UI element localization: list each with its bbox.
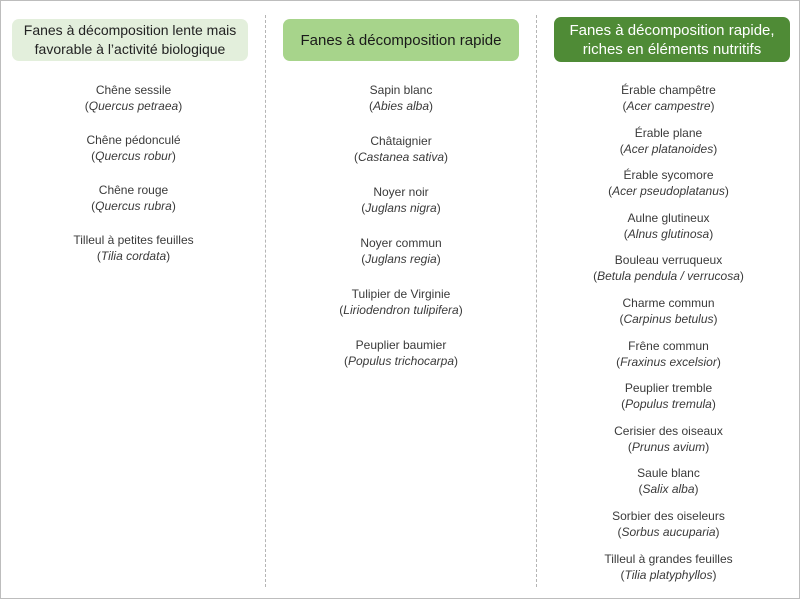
species-common-name: Aulne glutineux xyxy=(627,210,710,225)
species-latin-line: (Alnus glutinosa) xyxy=(623,226,714,241)
species-latin-name: Castanea sativa xyxy=(357,150,445,164)
species-item xyxy=(266,82,536,114)
species-common-name: Tilleul à petites feuilles xyxy=(73,233,194,247)
species-latin-line: (Salix alba) xyxy=(638,482,699,497)
species-latin-name: Sorbus aucuparia xyxy=(621,524,716,539)
species-item xyxy=(266,133,536,165)
species-latin-line: (Juglans regia) xyxy=(361,252,441,266)
species-item xyxy=(536,82,800,114)
species-latin-line: (Carpinus betulus) xyxy=(619,311,718,326)
species-latin-name: Tilia platyphyllos xyxy=(624,567,713,582)
species-common-name: Bouleau verruqueux xyxy=(614,253,723,268)
species-item xyxy=(536,252,800,284)
species-latin-line: (Acer platanoides) xyxy=(619,141,718,156)
species-common-name: Châtaignier xyxy=(370,134,432,148)
species-latin-line: (Abies alba) xyxy=(368,99,434,113)
species-latin-line: (Prunus avium) xyxy=(627,439,710,454)
species-latin-name: Populus trichocarpa xyxy=(347,354,455,368)
species-item xyxy=(536,380,800,412)
species-common-name: Frêne commun xyxy=(628,338,709,353)
species-latin-line: (Juglans nigra) xyxy=(361,201,441,215)
column-rapid-decomposition xyxy=(266,1,536,600)
column-header-nutrient-rich: Fanes à décomposition rapide, riches en éléments nutritifs xyxy=(554,17,790,62)
column-slow-decomposition xyxy=(1,1,266,600)
species-latin-line: (Acer campestre) xyxy=(622,99,715,113)
species-item xyxy=(1,182,266,214)
species-latin-line: (Fraxinus excelsior) xyxy=(616,354,721,369)
species-item xyxy=(266,337,536,369)
species-latin-name: Salix alba xyxy=(642,482,695,497)
species-item xyxy=(536,551,800,583)
species-common-name: Peuplier baumier xyxy=(355,338,447,352)
species-common-name: Noyer commun xyxy=(360,236,442,250)
species-item xyxy=(1,132,266,164)
column-header-rapid: Fanes à décomposition rapide xyxy=(283,19,519,61)
species-common-name: Tilleul à grandes feuilles xyxy=(604,551,733,566)
species-item xyxy=(536,338,800,370)
species-latin-line: (Populus tremula) xyxy=(621,397,716,412)
species-common-name: Sapin blanc xyxy=(369,83,433,97)
species-latin-line: (Acer pseudoplatanus) xyxy=(608,184,729,199)
species-latin-name: Populus tremula xyxy=(625,397,712,412)
species-latin-name: Quercus robur xyxy=(95,149,172,163)
species-latin-line: (Castanea sativa) xyxy=(353,150,449,164)
species-latin-name: Acer platanoides xyxy=(623,141,714,156)
species-common-name: Cerisier des oiseaux xyxy=(614,423,723,438)
species-list-rapid xyxy=(266,82,536,388)
species-latin-line: (Quercus rubra) xyxy=(91,199,176,213)
species-item xyxy=(1,232,266,264)
species-common-name: Érable champêtre xyxy=(621,83,716,97)
species-item xyxy=(1,82,266,114)
species-latin-name: Prunus avium xyxy=(631,439,706,454)
species-common-name: Sorbier des oiseleurs xyxy=(612,508,725,523)
species-item xyxy=(536,295,800,327)
species-latin-line: (Liriodendron tulipifera) xyxy=(339,303,463,317)
species-common-name: Saule blanc xyxy=(637,466,700,481)
species-item xyxy=(536,210,800,242)
species-item xyxy=(266,235,536,267)
species-latin-name: Quercus rubra xyxy=(95,199,172,213)
species-latin-name: Acer pseudoplatanus xyxy=(612,184,725,199)
species-item xyxy=(536,423,800,455)
species-latin-name: Alnus glutinosa xyxy=(627,226,710,241)
species-common-name: Érable plane xyxy=(634,125,703,140)
species-latin-name: Abies alba xyxy=(372,99,430,113)
species-latin-name: Juglans nigra xyxy=(365,201,437,215)
species-latin-name: Liriodendron tulipifera xyxy=(343,303,459,317)
species-item xyxy=(536,167,800,199)
species-item xyxy=(536,125,800,157)
species-common-name: Charme commun xyxy=(622,295,715,310)
species-latin-name: Quercus petraea xyxy=(88,99,179,113)
species-common-name: Chêne pédonculé xyxy=(86,133,181,147)
species-latin-name: Fraxinus excelsior xyxy=(620,354,717,369)
species-latin-line: (Sorbus aucuparia) xyxy=(617,524,720,539)
species-latin-name: Acer campestre xyxy=(626,99,711,113)
species-common-name: Chêne sessile xyxy=(95,83,172,97)
species-common-name: Tulipier de Virginie xyxy=(351,287,451,301)
species-item xyxy=(266,184,536,216)
species-list-nutrient-rich xyxy=(536,82,800,593)
species-common-name: Peuplier tremble xyxy=(624,381,713,396)
species-latin-name: Juglans regia xyxy=(365,252,437,266)
column-rapid-nutrient-rich xyxy=(536,1,800,600)
species-item xyxy=(536,465,800,497)
species-common-name: Érable sycomore xyxy=(623,168,714,183)
species-common-name: Chêne rouge xyxy=(98,183,169,197)
species-latin-line: (Tilia cordata) xyxy=(96,249,171,263)
species-latin-name: Tilia cordata xyxy=(100,249,167,263)
species-item xyxy=(266,286,536,318)
species-latin-line: (Betula pendula / verrucosa) xyxy=(593,269,744,284)
species-latin-line: (Quercus robur) xyxy=(91,149,176,163)
species-latin-name: Carpinus betulus xyxy=(623,311,714,326)
species-latin-line: (Populus trichocarpa) xyxy=(343,354,459,368)
species-latin-line: (Tilia platyphyllos) xyxy=(620,567,717,582)
column-header-slow: Fanes à décomposition lente mais favorable à l’activité biologique xyxy=(12,19,248,61)
species-item xyxy=(536,508,800,540)
species-latin-line: (Quercus petraea) xyxy=(84,99,183,113)
species-latin-name: Betula pendula / verrucosa xyxy=(597,269,740,284)
species-common-name: Noyer noir xyxy=(373,185,429,199)
species-list-slow xyxy=(1,82,266,282)
